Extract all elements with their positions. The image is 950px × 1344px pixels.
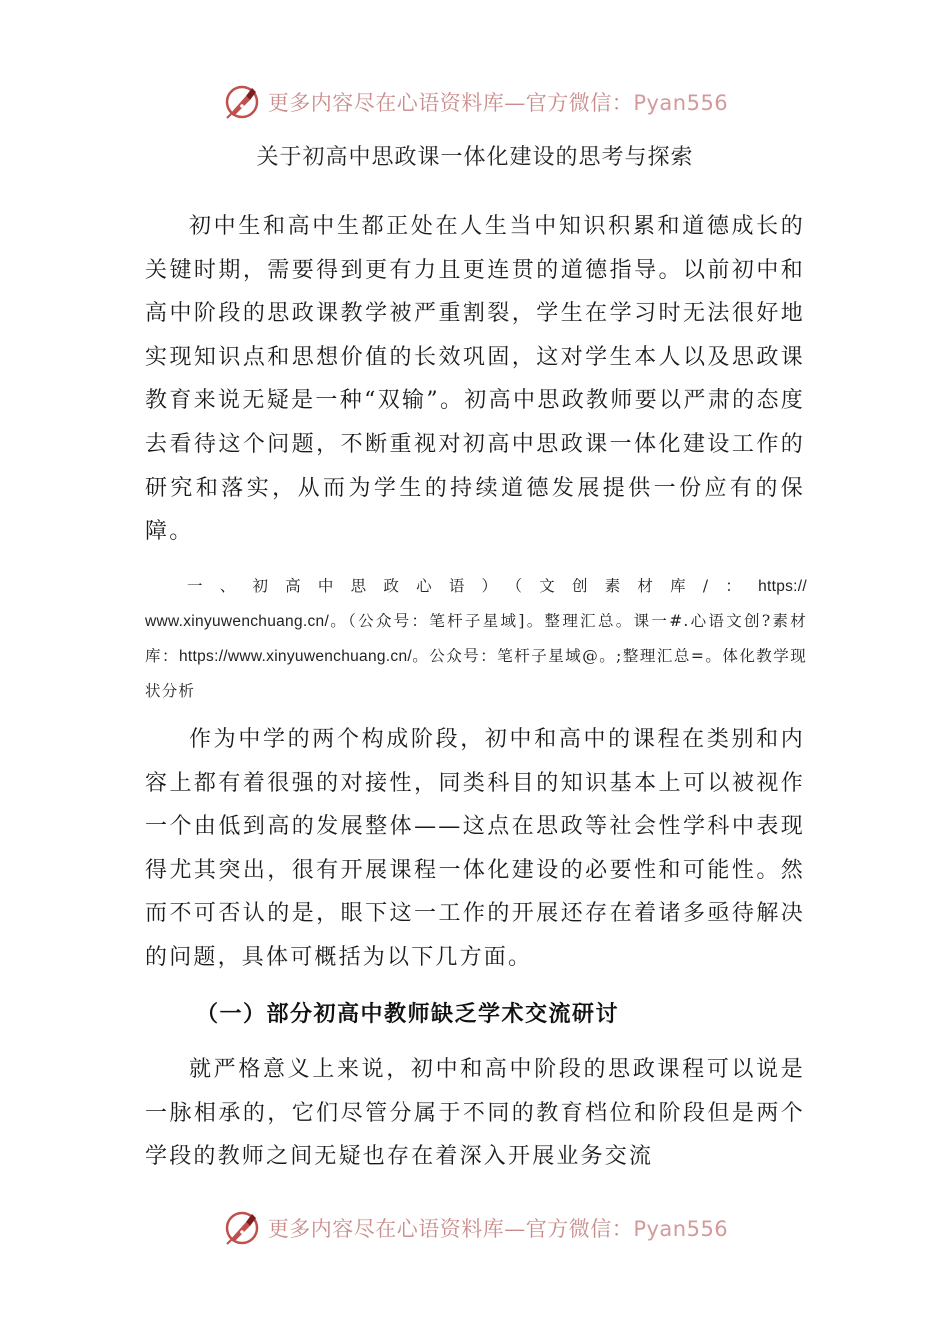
paragraph-analysis: 作为中学的两个构成阶段，初中和高中的课程在类别和内容上都有着很强的对接性，同类科目的知识基本上可以被视作一个由低到高的发展整体——这点在思政等社会性学科中表现得尤其突出，很有开展课程一体化建设的必要性和可能性。然而不可否认的是，眼下这一工作的开展还存在着诸多亟待解决的问题，具体可概括为以下几方面。 <box>145 727 805 970</box>
pen-nib-logo-icon <box>222 82 262 122</box>
section-line-middle: 。（公众号：笔杆子星域]。整理汇总。课一#.心语文创?素材库： <box>145 612 807 665</box>
section-line-first: 一、初高中思政心语）（文创素材库/：https:// <box>187 577 807 595</box>
section-heading-watermarked <box>145 569 807 709</box>
document-title: 关于初高中思政课一体化建设的思考与探索 <box>256 145 694 170</box>
banner-text: 更多内容尽在心语资料库—官方微信：Pyan556 <box>267 1217 729 1241</box>
paragraph-body: 就严格意义上来说，初中和高中阶段的思政课程可以说是一脉相承的，它们尽管分属于不同的教育档位和阶段但是两个学段的教师之间无疑也存在着深入开展业务交流 <box>145 1057 805 1170</box>
url-link[interactable]: www.xinyuwenchuang.cn/ <box>145 613 330 630</box>
footer-banner <box>0 1206 950 1250</box>
wechat-id: Pyan556 <box>633 1217 729 1241</box>
subsection-heading: （一）部分初高中教师缺乏学术交流研讨 <box>196 1002 620 1027</box>
section-line-end: 。公众号：笔杆子星域@。;整理汇总=。体化教学现状分析 <box>145 647 807 700</box>
header-banner <box>0 80 950 124</box>
url-link-2[interactable]: https://www.xinyuwenchuang.cn/ <box>178 648 412 665</box>
banner-text: 更多内容尽在心语资料库—官方微信：Pyan556 <box>267 91 729 115</box>
pen-nib-logo-icon <box>222 1208 262 1248</box>
wechat-id: Pyan556 <box>633 91 729 115</box>
paragraph-intro: 初中生和高中生都正处在人生当中知识积累和道德成长的关键时期，需要得到更有力且更连贯的道德指导。以前初中和高中阶段的思政课教学被严重割裂，学生在学习时无法很好地实现知识点和思想价值的长效巩固，这对学生本人以及思政课教育来说无疑是一种“双输”。初高中思政教师要以严肃的态度去看待这个问题，不断重视对初高中思政课一体化建设工作的研究和落实，从而为学生的持续道德发展提供一份应有的保障。 <box>145 214 805 545</box>
url-fragment[interactable]: https:// <box>758 578 807 595</box>
